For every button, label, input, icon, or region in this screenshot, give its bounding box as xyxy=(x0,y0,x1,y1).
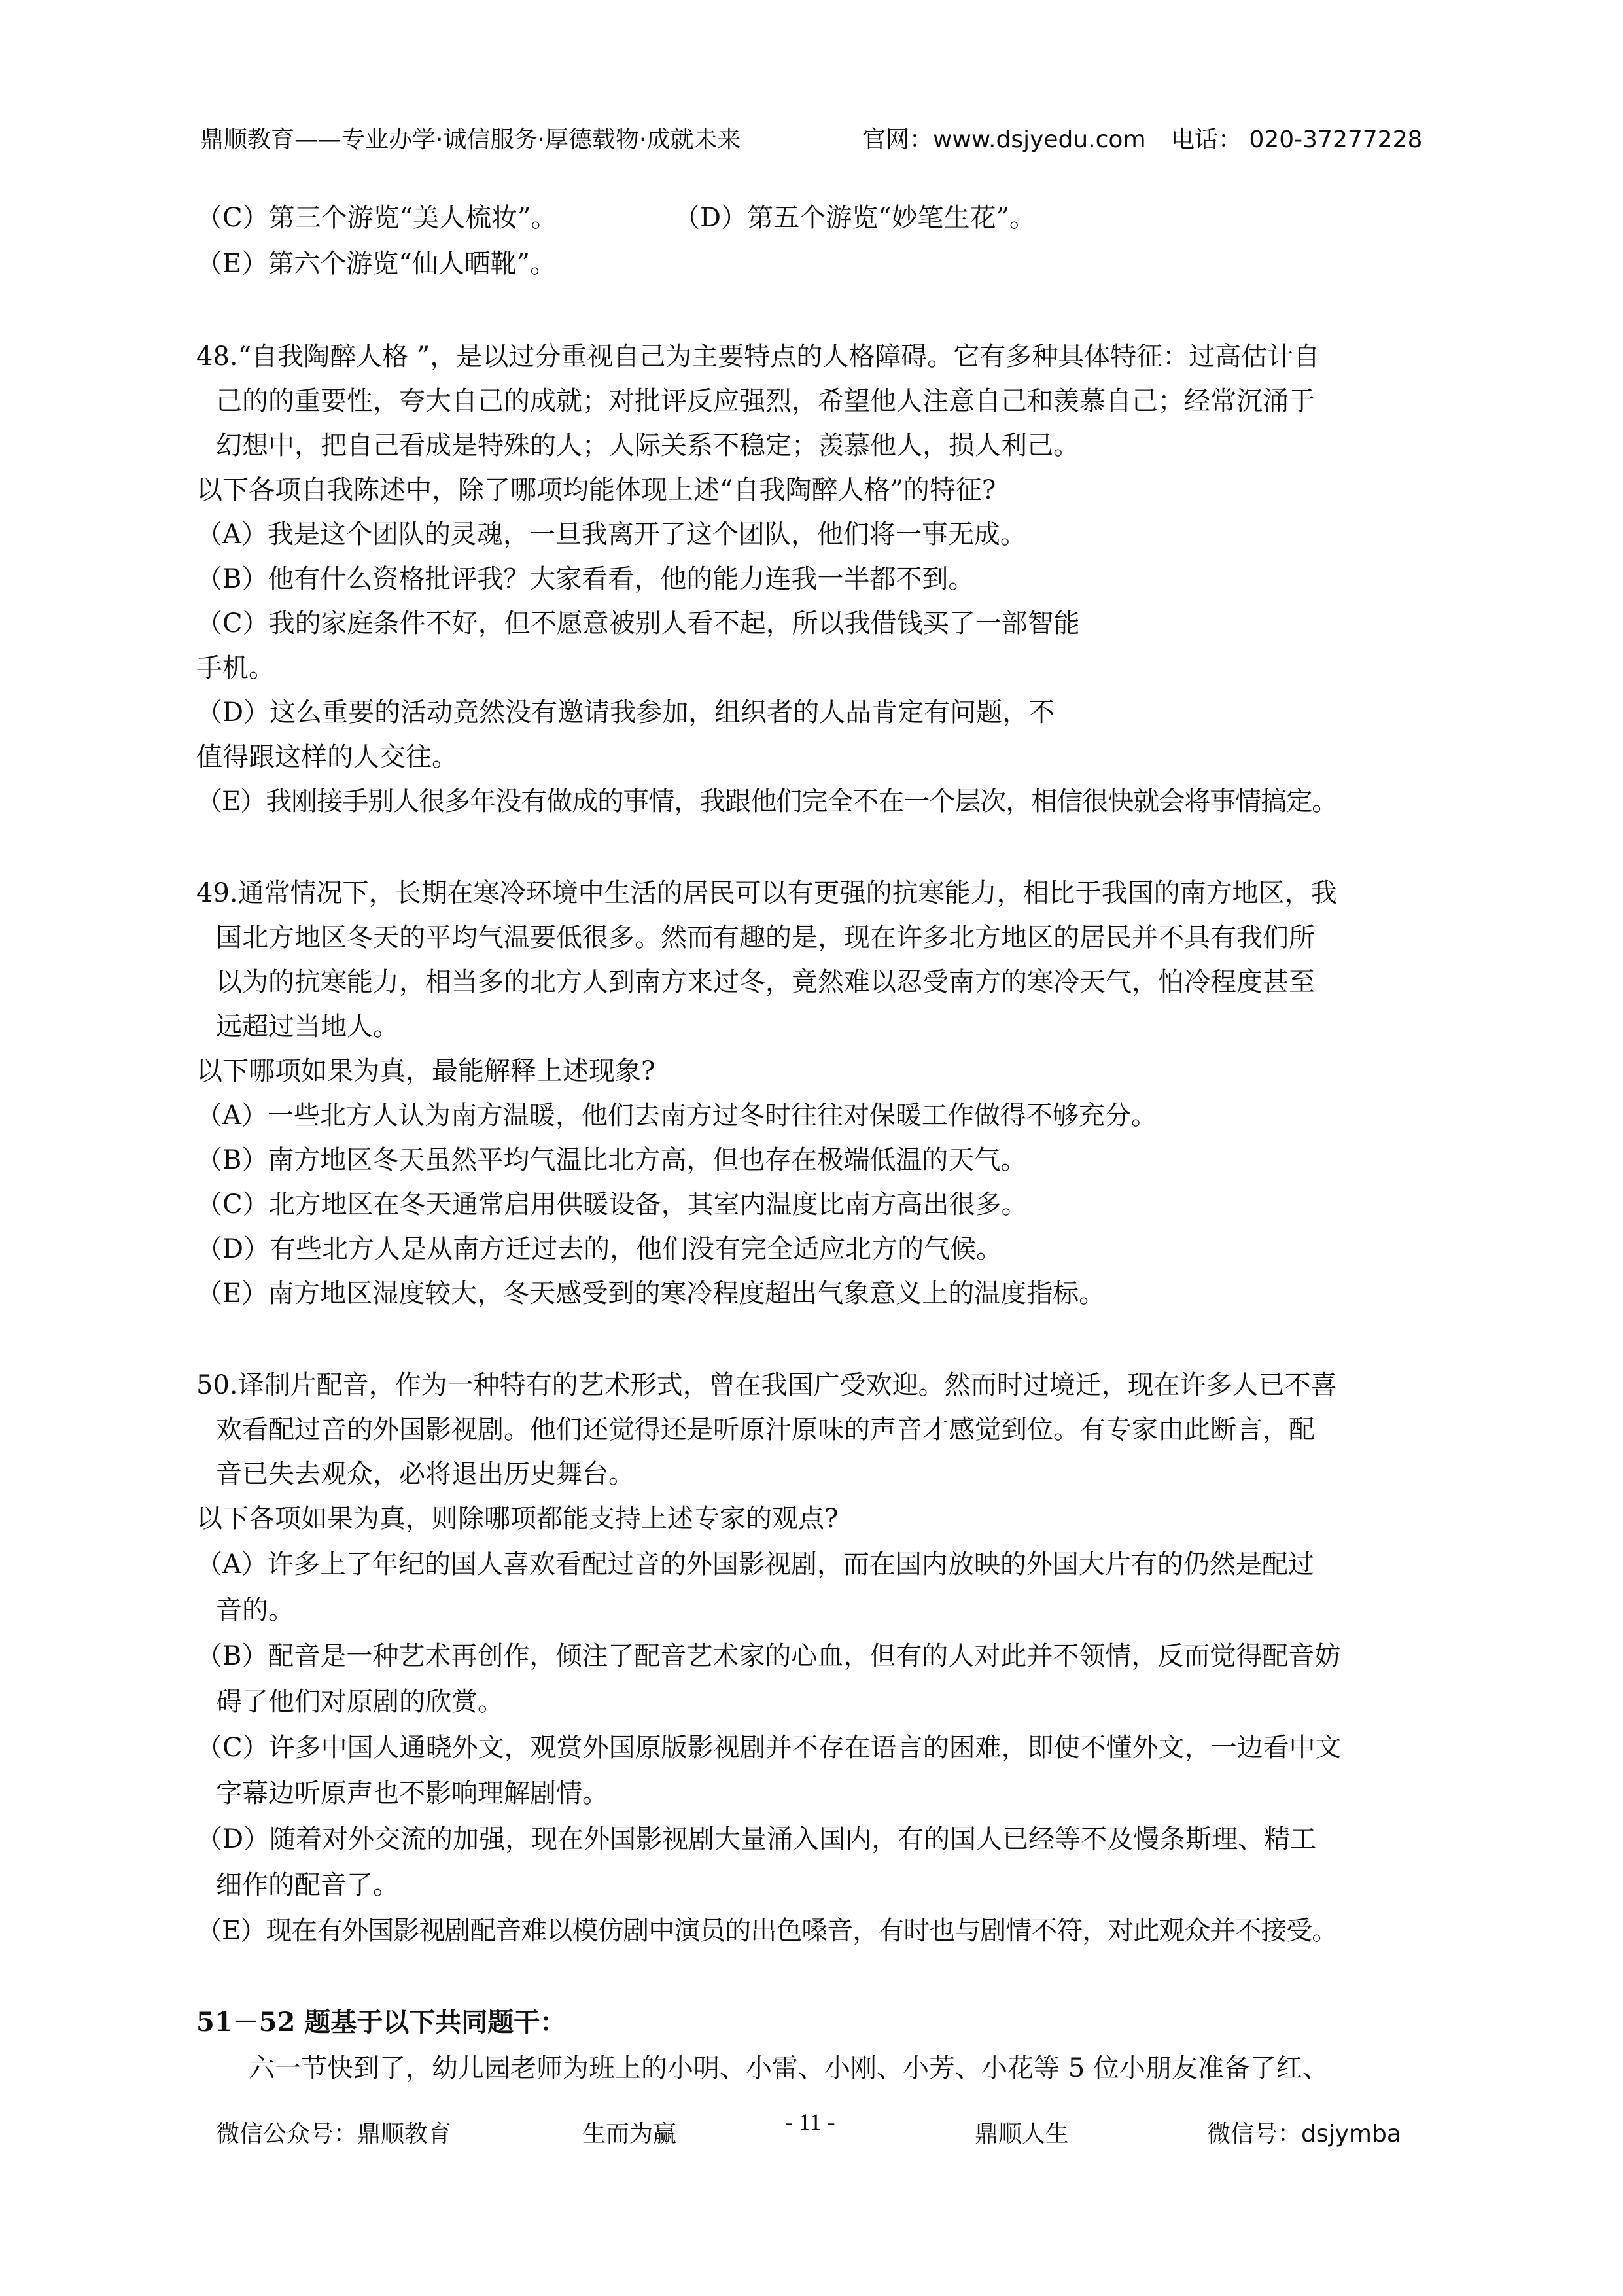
q50-option-d-line-1: （D）随着对外交流的加强，现在外国影视剧大量涌入国内，有的国人已经等不及慢条斯理、精工 xyxy=(196,1824,1317,1854)
header-phone: 电话： 020-37277228 xyxy=(1171,126,1423,153)
footer-wechat-public: 微信公众号：鼎顺教育 xyxy=(216,2121,452,2147)
q49-option-a: （A）一些北方人认为南方温暖，他们去南方过冬时往往对保暖工作做得不够充分。 xyxy=(196,1101,1157,1131)
q49-stem-line-3: 以为的抗寒能力，相当多的北方人到南方来过冬，竟然难以忍受南方的寒冷天气，怕冷程度甚至 xyxy=(216,967,1315,997)
q50-stem-line-3: 音已失去观众，必将退出历史舞台。 xyxy=(216,1459,635,1489)
q49-option-d: （D）有些北方人是从南方迁过去的，他们没有完全适应北方的气候。 xyxy=(196,1234,1003,1264)
q50-option-a-line-1: （A）许多上了年纪的国人喜欢看配过音的外国影视剧，而在国内放映的外国大片有的仍然是配过 xyxy=(196,1549,1314,1580)
footer-slogan: 生而为赢 xyxy=(582,2121,677,2147)
q50-stem-line-2: 欢看配过音的外国影视剧。他们还觉得还是听原汁原味的声音才感觉到位。有专家由此断言，配 xyxy=(216,1415,1315,1445)
q50-option-b-line-1: （B）配音是一种艺术再创作，倾注了配音艺术家的心血，但有的人对此并不领情，反而觉得配音妨 xyxy=(196,1641,1341,1671)
q47-option-e: （E）第六个游览“仙人晒靴”。 xyxy=(196,249,557,279)
q51-52-text: 六一节快到了，幼儿园老师为班上的小明、小雷、小刚、小芳、小花等 5 位小朋友准备了红、 xyxy=(249,2053,1329,2083)
q47-option-c: （C）第三个游览“美人梳妆”。 xyxy=(196,203,557,233)
q50-option-e: （E）现在有外国影视剧配音难以模仿剧中演员的出色嗓音，有时也与剧情不符，对此观众并不接受。 xyxy=(196,1916,1338,1946)
q48-stem-line-1: 48.“自我陶醉人格 ”，是以过分重视自己为主要特点的人格障碍。它有多种具体特征：过高估计自 xyxy=(196,342,1320,372)
q50-question: 以下各项如果为真，则除哪项都能支持上述专家的观点? xyxy=(196,1504,839,1534)
q49-question: 以下哪项如果为真，最能解释上述现象? xyxy=(196,1056,655,1086)
q50-option-b-line-2: 碍了他们对原剧的欣赏。 xyxy=(216,1687,504,1717)
q48-option-c-line-2: 手机。 xyxy=(196,653,275,683)
q48-stem-line-3: 幻想中，把自己看成是特殊的人；人际关系不稳定；羡慕他人，损人利己。 xyxy=(216,431,1079,461)
q51-52-heading: 51－52 题基于以下共同题干： xyxy=(196,2007,567,2038)
footer-page-number: - 11 - xyxy=(785,2109,835,2135)
q48-stem-line-2: 己的的重要性，夸大自己的成就；对批评反应强烈，希望他人注意自己和羡慕自己；经常沉涌于 xyxy=(216,386,1315,416)
q49-stem-line-2: 国北方地区冬天的平均气温要低很多。然而有趣的是，现在许多北方地区的居民并不具有我们所 xyxy=(216,923,1315,953)
q48-option-d-line-2: 值得跟这样的人交往。 xyxy=(196,742,458,772)
q48-question: 以下各项自我陈述中，除了哪项均能体现上述“自我陶醉人格”的特征? xyxy=(196,475,996,505)
q48-option-d-line-1: （D）这么重要的活动竟然没有邀请我参加，组织者的人品肯定有问题，不 xyxy=(196,698,1055,728)
q49-option-c: （C）北方地区在冬天通常启用供暖设备，其室内温度比南方高出很多。 xyxy=(196,1190,1028,1220)
q50-stem-line-1: 50.译制片配音，作为一种特有的艺术形式，曾在我国广受欢迎。然而时过境迁，现在许多人已不喜 xyxy=(196,1370,1337,1400)
q48-option-e: （E）我刚接手别人很多年没有做成的事情，我跟他们完全不在一个层次，相信很快就会将事情搞定。 xyxy=(196,786,1338,817)
q50-option-d-line-2: 细作的配音了。 xyxy=(216,1870,399,1900)
q49-option-e: （E）南方地区湿度较大，冬天感受到的寒冷程度超出气象意义上的温度指标。 xyxy=(196,1279,1106,1309)
q50-option-c-line-1: （C）许多中国人通晓外文，观赏外国原版影视剧并不存在语言的困难，即使不懂外文，一边看中文 xyxy=(196,1733,1342,1763)
q50-option-a-line-2: 音的。 xyxy=(216,1595,294,1625)
header-website: 官网：www.dsjyedu.com xyxy=(862,126,1146,153)
q47-option-d: （D）第五个游览“妙笔生花”。 xyxy=(674,203,1036,233)
footer-wechat-id: 微信号：dsjymba xyxy=(1207,2121,1401,2147)
q49-option-b: （B）南方地区冬天虽然平均气温比北方高，但也存在极端低温的天气。 xyxy=(196,1145,1027,1175)
q50-option-c-line-2: 字幕边听原声也不影响理解剧情。 xyxy=(216,1778,608,1809)
header-org-slogan: 鼎顺教育——专业办学·诚信服务·厚德载物·成就未来 xyxy=(200,126,741,153)
q48-option-b: （B）他有什么资格批评我？大家看看，他的能力连我一半都不到。 xyxy=(196,564,975,594)
footer-brand: 鼎顺人生 xyxy=(975,2121,1070,2147)
q48-option-c-line-1: （C）我的家庭条件不好，但不愿意被别人看不起，所以我借钱买了一部智能 xyxy=(196,609,1080,639)
q49-stem-line-1: 49.通常情况下，长期在寒冷环境中生活的居民可以有更强的抗寒能力，相比于我国的南方地区，我 xyxy=(196,878,1337,908)
q49-stem-line-4: 远超过当地人。 xyxy=(216,1012,399,1042)
q48-option-a: （A）我是这个团队的灵魂，一旦我离开了这个团队，他们将一事无成。 xyxy=(196,520,1026,550)
